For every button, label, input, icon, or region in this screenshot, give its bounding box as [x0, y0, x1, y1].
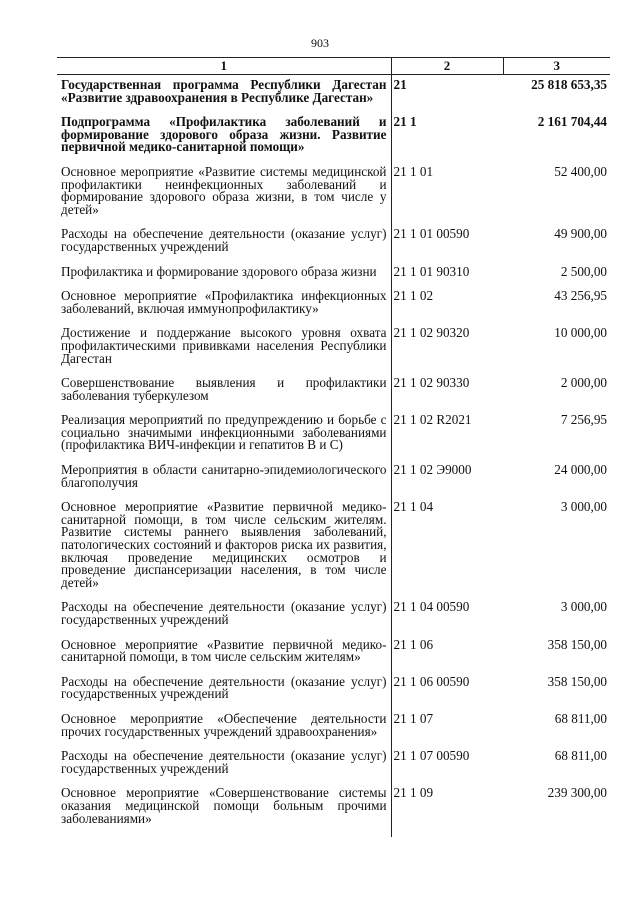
row-code: 21 1 01 — [391, 166, 503, 228]
row-amount: 52 400,00 — [554, 163, 607, 179]
row-code: 21 1 09 — [391, 787, 503, 837]
row-name: Расходы на обеспечение деятельности (оказание услуг) государственных учреждений — [61, 748, 387, 776]
row-name: Реализация мероприятий по предупреждению и борьбе с социально значимыми инфекционными заболеваниями (профилактика ВИЧ-инфекции и гепатитов В и С) — [61, 412, 387, 453]
table-row — [57, 750, 610, 787]
table-row — [57, 601, 610, 638]
table-row — [57, 290, 610, 327]
row-amount: 3 000,00 — [560, 499, 607, 515]
row-amount: 2 161 704,44 — [537, 114, 607, 130]
row-name: Совершенствование выявления и профилактики заболевания туберкулезом — [61, 375, 387, 403]
row-name: Основное мероприятие «Обеспечение деятельности прочих государственных учреждений здравоохранения» — [61, 710, 387, 739]
table-row — [57, 266, 610, 291]
table-row — [57, 75, 610, 117]
row-name: Расходы на обеспечение деятельности (оказание услуг) государственных учреждений — [61, 599, 387, 627]
row-name: Основное мероприятие «Развитие первичной медико-санитарной помощи, в том числе сельским жителям» — [61, 636, 387, 665]
row-amount: 24 000,00 — [554, 462, 607, 478]
row-name: Мероприятия в области санитарно-эпидемиологического благополучия — [61, 462, 387, 490]
row-code: 21 1 06 — [391, 639, 503, 676]
row-code: 21 1 07 — [391, 713, 503, 750]
row-code: 21 1 — [391, 116, 503, 166]
row-code: 21 1 04 — [391, 501, 503, 601]
budget-table — [57, 57, 610, 837]
row-name: Подпрограмма «Профилактика заболеваний и формирование здорового образа жизни. Развитие первичной медико-санитарной помощи» — [61, 114, 387, 155]
row-amount: 10 000,00 — [554, 325, 607, 341]
table-row — [57, 464, 610, 501]
row-amount: 358 150,00 — [547, 636, 607, 652]
row-code: 21 1 02 — [391, 290, 503, 327]
table-row — [57, 327, 610, 377]
table-row — [57, 377, 610, 414]
row-code: 21 1 07 00590 — [391, 750, 503, 787]
row-code: 21 1 02 Э9000 — [391, 464, 503, 501]
row-name: Расходы на обеспечение деятельности (оказание услуг) государственных учреждений — [61, 673, 387, 702]
row-code: 21 1 01 90310 — [391, 266, 503, 291]
table-body — [57, 75, 610, 838]
header-row — [57, 58, 610, 75]
row-amount: 68 811,00 — [554, 710, 607, 726]
row-name: Основное мероприятие «Совершенствование системы оказания медицинской помощи больным прочими заболеваниями» — [61, 785, 387, 826]
row-amount: 2 500,00 — [560, 263, 607, 279]
row-amount: 358 150,00 — [547, 673, 607, 689]
row-name: Основное мероприятие «Развитие первичной медико-санитарной помощи, в том числе сельским жителям. Развитие системы раннего выявления заболеваний, патологических состояний и факторов риска их развития, включая проведение медицинских осмотров и проведение диспансеризации населения, в том числе детей» — [61, 499, 387, 590]
row-code: 21 — [391, 75, 503, 117]
row-name: Государственная программа Республики Дагестан «Развитие здравоохранения в Республике Дагестан» — [61, 77, 387, 105]
row-amount: 7 256,95 — [560, 412, 607, 428]
table-row — [57, 713, 610, 750]
row-amount: 3 000,00 — [560, 599, 607, 615]
row-amount: 239 300,00 — [547, 785, 607, 801]
row-name: Профилактика и формирование здорового образа жизни — [61, 263, 377, 279]
table-row — [57, 787, 610, 837]
table-row — [57, 501, 610, 601]
row-amount: 49 900,00 — [554, 226, 607, 242]
table-row — [57, 166, 610, 228]
table-header — [57, 58, 610, 75]
column-header-name: 1 — [57, 58, 391, 75]
row-name: Расходы на обеспечение деятельности (оказание услуг) государственных учреждений — [61, 226, 387, 254]
table-row — [57, 228, 610, 265]
column-header-code: 2 — [391, 58, 503, 75]
row-amount: 68 811,00 — [554, 748, 607, 764]
row-code: 21 1 04 00590 — [391, 601, 503, 638]
row-code: 21 1 02 90330 — [391, 377, 503, 414]
page-number: 903 — [311, 36, 329, 50]
table-row — [57, 639, 610, 676]
table-row — [57, 116, 610, 166]
row-amount: 25 818 653,35 — [531, 77, 607, 92]
row-name: Основное мероприятие «Профилактика инфекционных заболеваний, включая иммунопрофилактику» — [61, 288, 387, 316]
table-row — [57, 676, 610, 713]
row-amount: 2 000,00 — [560, 375, 607, 391]
row-code: 21 1 02 90320 — [391, 327, 503, 377]
row-code: 21 1 02 R2021 — [391, 414, 503, 464]
row-code: 21 1 01 00590 — [391, 228, 503, 265]
row-name: Достижение и поддержание высокого уровня охвата профилактическими прививками населения Республики Дагестан — [61, 325, 387, 366]
column-header-amount: 3 — [503, 58, 610, 75]
row-amount: 43 256,95 — [554, 288, 607, 304]
row-name: Основное мероприятие «Развитие системы медицинской профилактики неинфекционных заболеваний и формирование здорового образа жизни, в том числе у детей» — [61, 163, 387, 217]
table-row — [57, 414, 610, 464]
row-code: 21 1 06 00590 — [391, 676, 503, 713]
